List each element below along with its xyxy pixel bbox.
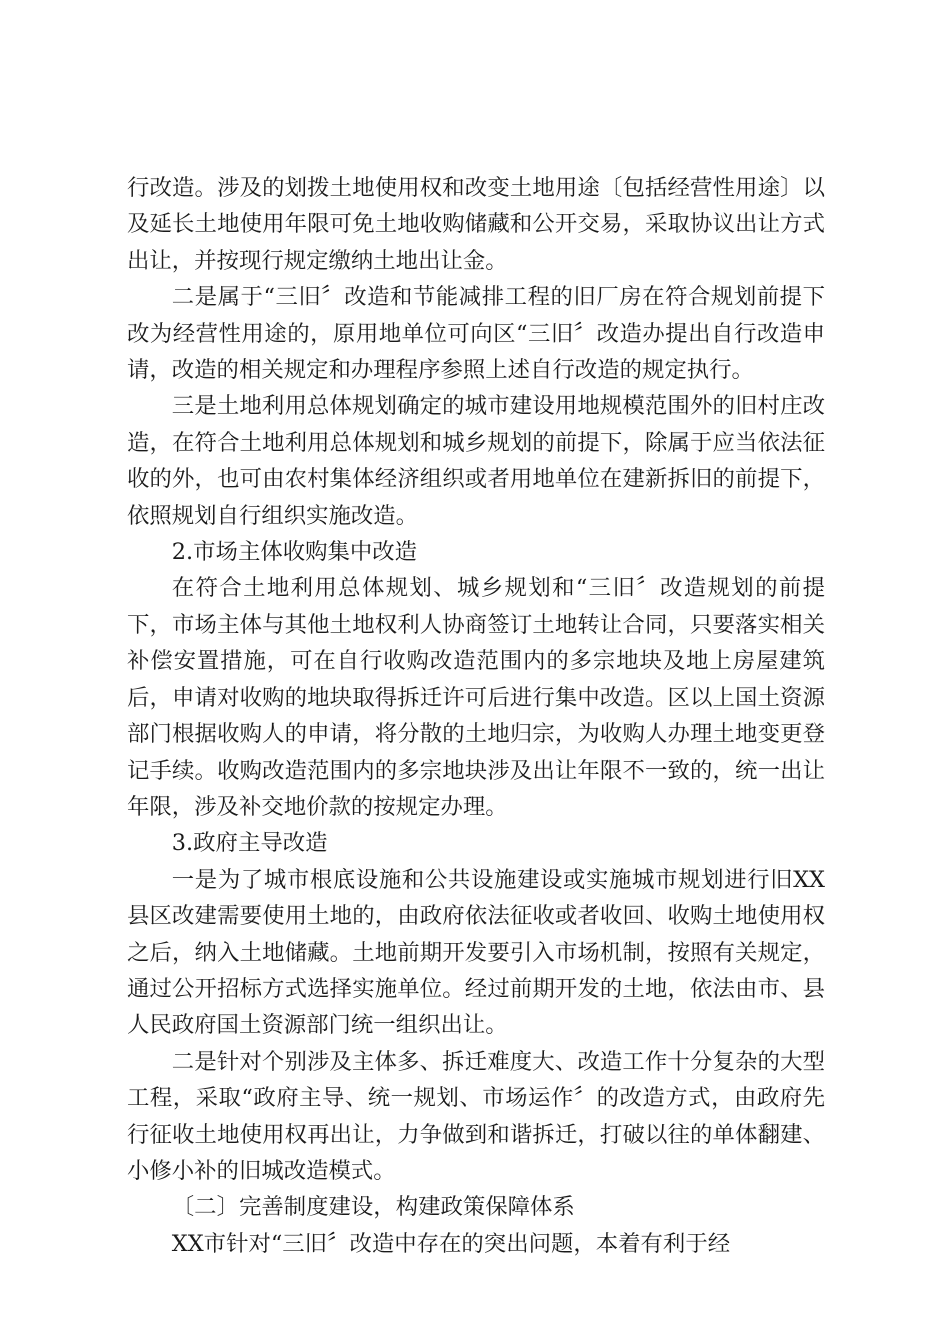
- paragraph-5: 一是为了城市根底设施和公共设施建设或实施城市规划进行旧XX县区改建需要使用土地的，由政府依法征收或者收回、收购土地使用权之后，纳入土地储藏。土地前期开发要引入市场机制，按照有关规定，通过公开招标方式选择实施单位。经过前期开发的土地，依法由市、县人民政府国土资源部门统一组织出让。: [127, 866, 825, 1039]
- paragraph-2: 二是属于“三旧〞改造和节能减排工程的旧厂房在符合规划前提下改为经营性用途的，原用地单位可向区“三旧〞改造办提出自行改造申请，改造的相关规定和办理程序参照上述自行改造的规定执行。: [127, 284, 825, 384]
- section-heading-3: 3.政府主导改造: [171, 830, 328, 857]
- paragraph-1: 行改造。涉及的划拨土地使用权和改变土地用途〔包括经营性用途〕以及延长土地使用年限可免土地收购储藏和公开交易，采取协议出让方式出让，并按现行规定缴纳土地出让金。: [127, 175, 825, 274]
- paragraph-7: XX市针对“三旧〞改造中存在的突出问题，本着有利于经: [171, 1230, 731, 1257]
- paragraph-3: 三是土地利用总体规划确定的城市建设用地规模范围外的旧村庄改造，在符合土地利用总体规划和城乡规划的前提下，除属于应当依法征收的外，也可由农村集体经济组织或者用地单位在建新拆旧的前提下，依照规划自行组织实施改造。: [127, 393, 825, 529]
- paragraph-4: 在符合土地利用总体规划、城乡规划和“三旧〞改造规划的前提下，市场主体与其他土地权利人协商签订土地转让合同，只要落实相关补偿安置措施，可在自行收购改造范围内的多宗地块及地上房屋建筑后，申请对收购的地块取得拆迁许可后进行集中改造。区以上国土资源部门根据收购人的申请，将分散的土地归宗，为收购人办理土地变更登记手续。收购改造范围内的多宗地块涉及出让年限不一致的，统一出让年限，涉及补交地价款的按规定办理。: [127, 575, 825, 820]
- document-body: [127, 170, 825, 1262]
- paragraph-6: 二是针对个别涉及主体多、拆迁难度大、改造工作十分复杂的大型工程，采取“政府主导、统一规划、市场运作〞的改造方式，由政府先行征收土地使用权再出让，力争做到和谐拆迁，打破以往的单体翻建、小修小补的旧城改造模式。: [127, 1048, 825, 1184]
- section-heading-er: 〔二〕完善制度建设，构建政策保障体系: [171, 1194, 575, 1221]
- section-heading-2: 2.市场主体收购集中改造: [171, 539, 418, 566]
